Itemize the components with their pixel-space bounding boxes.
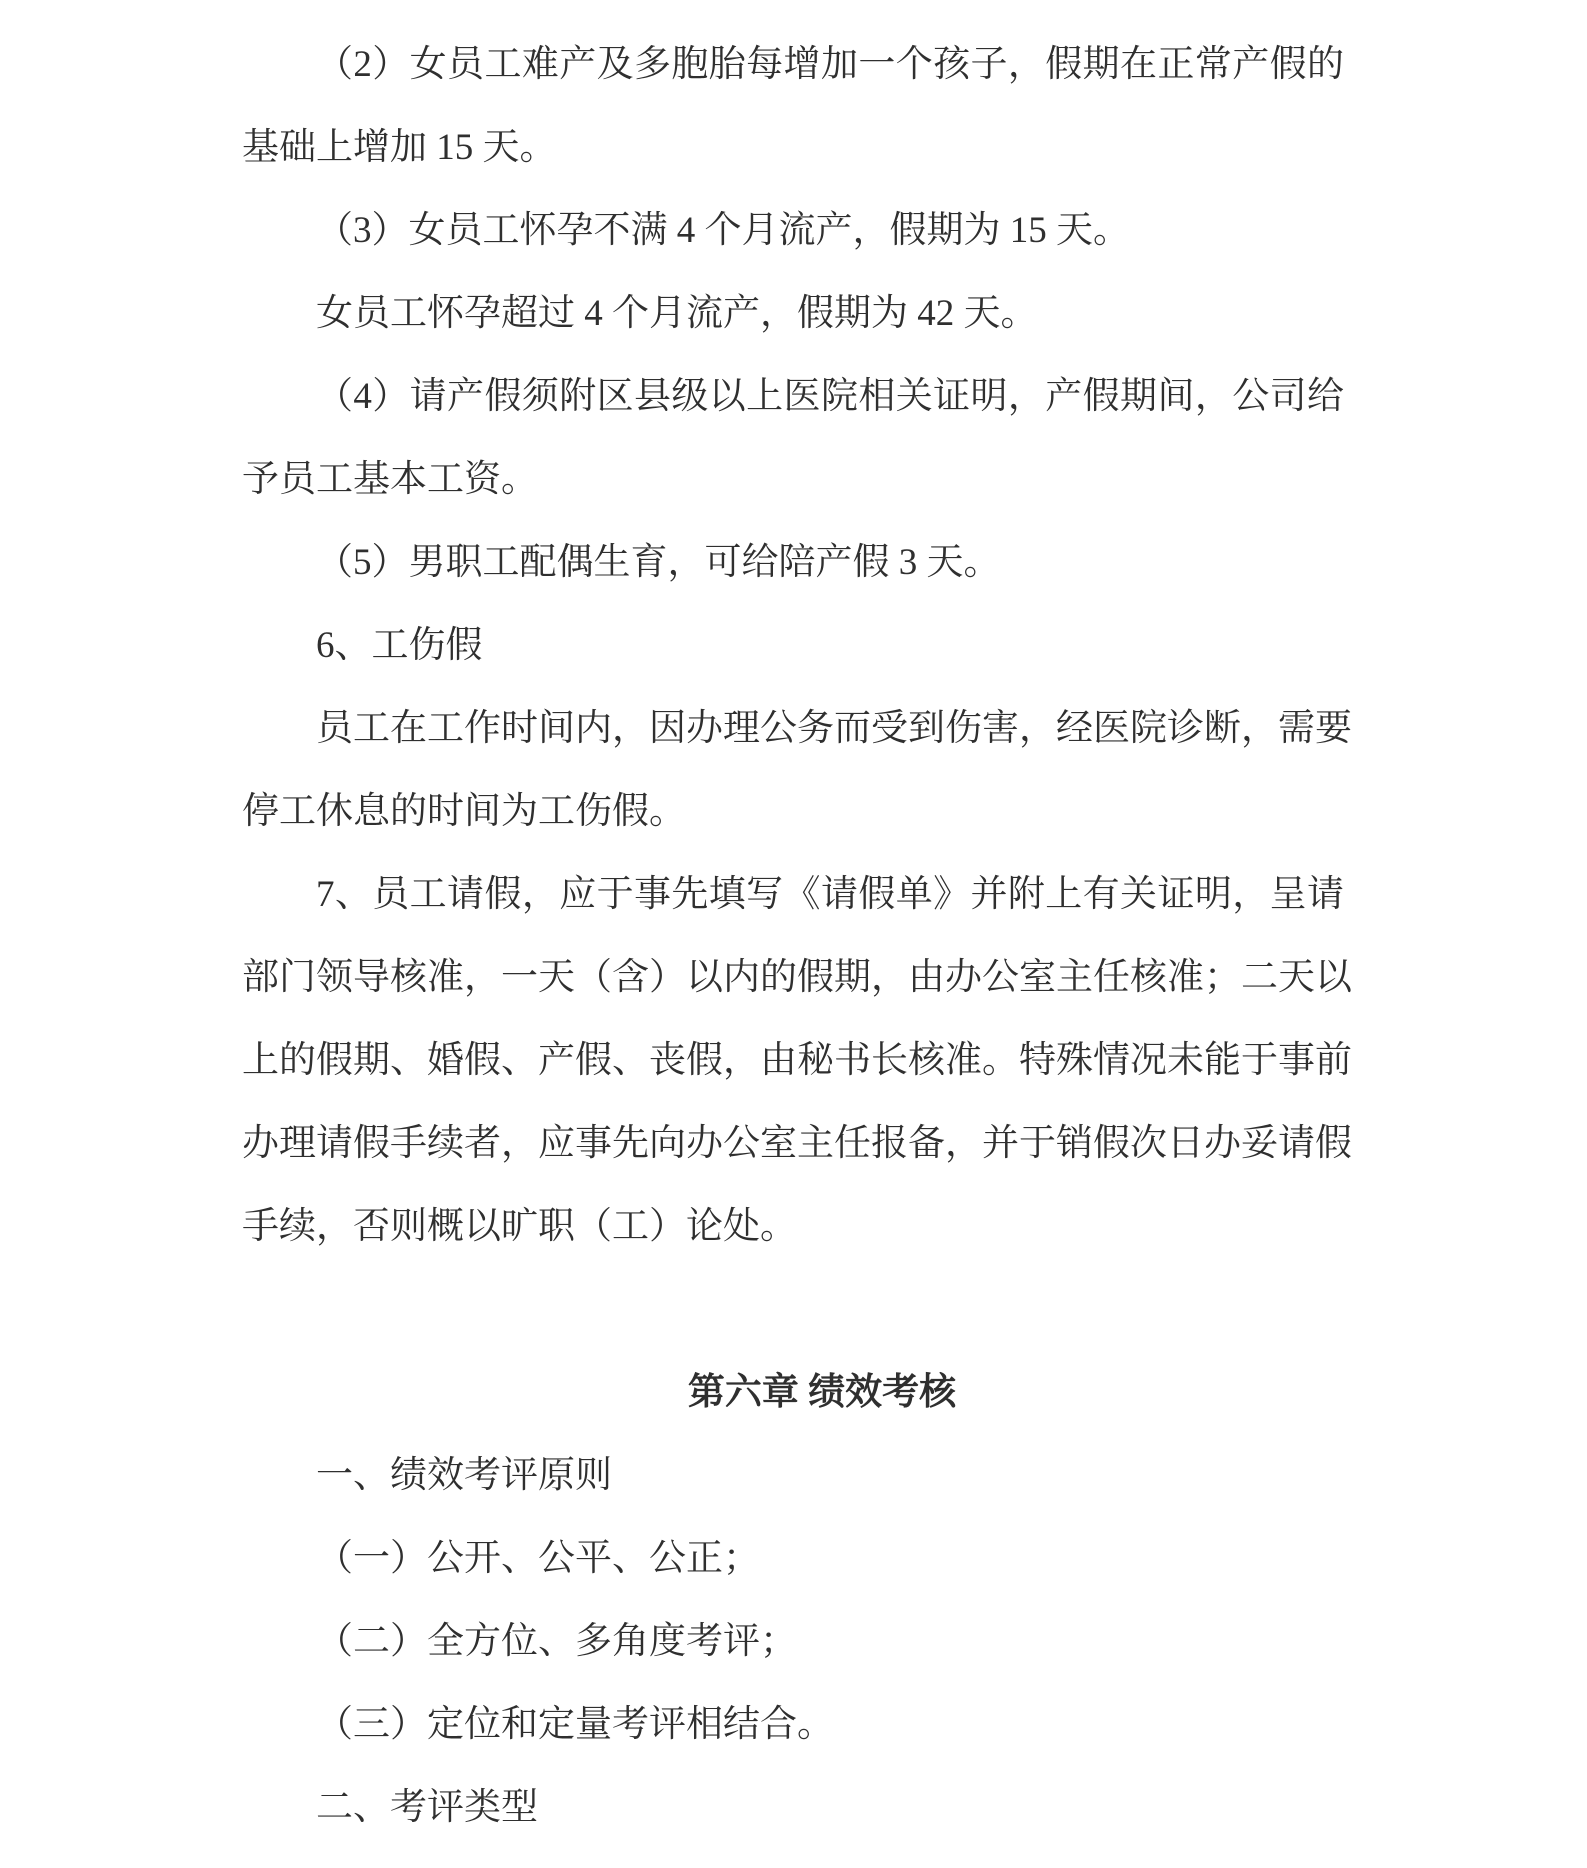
text-line: 予员工基本工资。: [242, 459, 538, 500]
text-line: 办理请假手续者，应事先向办公室主任报备，并于销假次日办妥请假: [242, 1123, 1352, 1164]
text-line: 7、员工请假，应于事先填写《请假单》并附上有关证明，呈请: [316, 874, 1344, 915]
text-line: （三）定位和定量考评相结合。: [316, 1704, 834, 1745]
text-line: 二、考评类型: [316, 1787, 538, 1828]
text-line: 员工在工作时间内，因办理公务而受到伤害，经医院诊断，需要: [316, 708, 1352, 749]
text-line: （4）请产假须附区县级以上医院相关证明，产假期间，公司给: [316, 376, 1344, 417]
text-line: （5）男职工配偶生育，可给陪产假 3 天。: [316, 542, 1001, 583]
blank-line: [242, 1268, 1344, 1351]
text-line: 一、绩效考评原则: [316, 1455, 612, 1496]
text-line: 手续，否则概以旷职（工）论处。: [242, 1206, 797, 1247]
text-line: 基础上增加 15 天。: [242, 127, 557, 168]
text-line: （2）女员工难产及多胞胎每增加一个孩子，假期在正常产假的: [316, 44, 1344, 85]
text-line: 女员工怀孕超过 4 个月流产，假期为 42 天。: [316, 293, 1038, 334]
text-line: （3）女员工怀孕不满 4 个月流产，假期为 15 天。: [316, 210, 1130, 251]
text-line: 6、工伤假: [316, 625, 483, 666]
chapter-heading: 第六章 绩效考核: [687, 1372, 957, 1413]
text-line: （二）全方位、多角度考评；: [316, 1621, 797, 1662]
text-line: 部门领导核准，一天（含）以内的假期，由办公室主任核准；二天以: [242, 957, 1352, 998]
text-line: 停工休息的时间为工伤假。: [242, 791, 686, 832]
text-line: （一）公开、公平、公正；: [316, 1538, 760, 1579]
text-line: 上的假期、婚假、产假、丧假，由秘书长核准。特殊情况未能于事前: [242, 1040, 1352, 1081]
